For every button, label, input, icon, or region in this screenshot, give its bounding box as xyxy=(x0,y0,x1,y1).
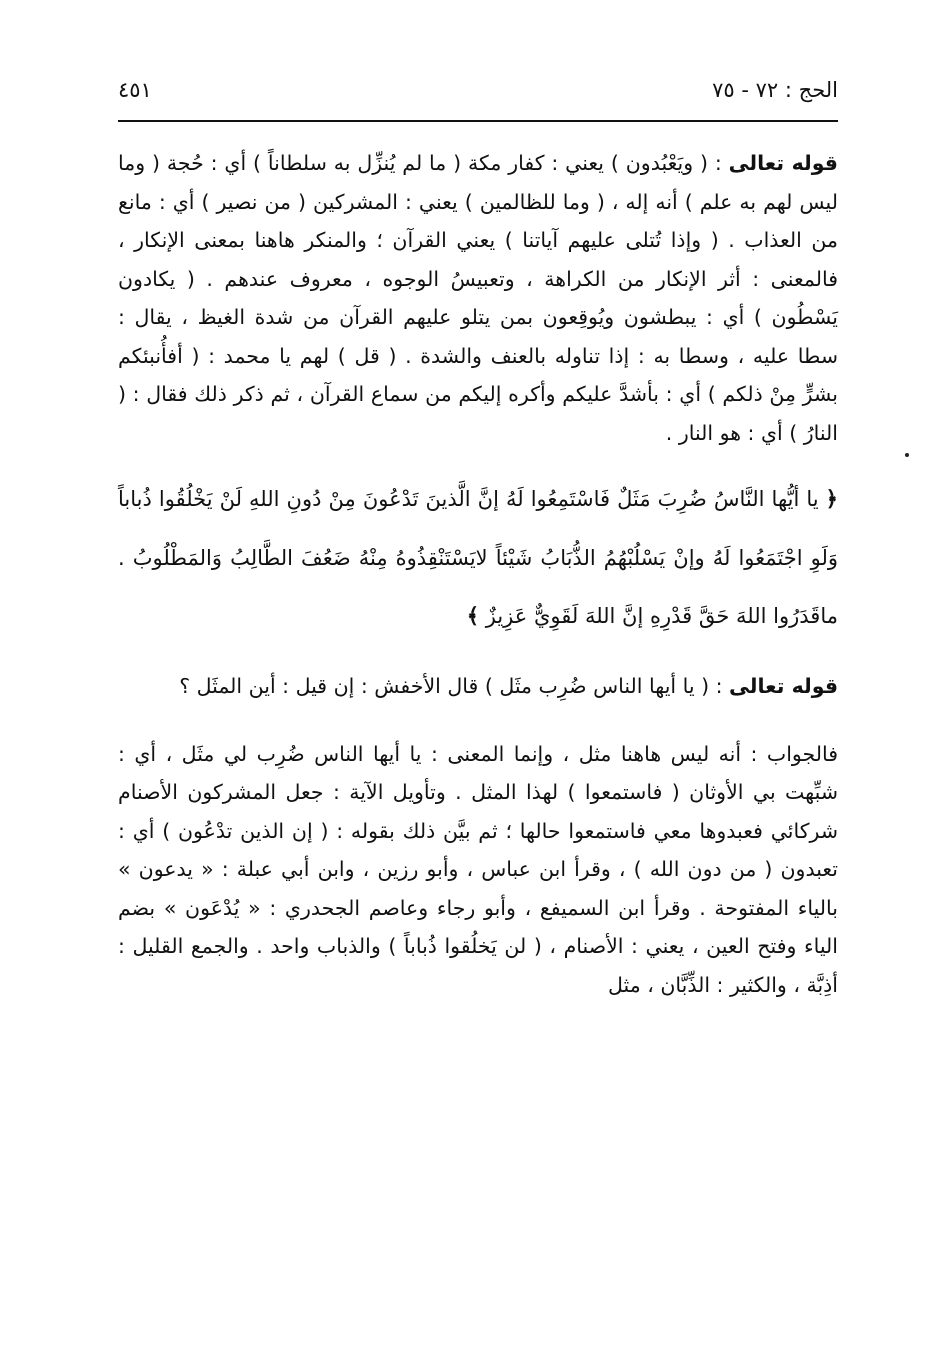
commentary-paragraph-3 xyxy=(118,735,838,1005)
paragraph-text: فالجواب : أنه ليس هاهنا مثل ، وإنما المعنى : يا أيها الناس ضُرِب لي مثَل ، أي : شبِّهت بي الأوثان ( فاستمعوا ) لهذا المثل . وتأويل الآية : جعل المشركون الأصنام شركائي فعبدوها معي فاستمعوا حالها ؛ ثم بيَّن ذلك بقوله : ( إن الذين تدْعُون ) أي : تعبدون ( من دون الله ) ، وقرأ ابن عباس ، وأبو رزين ، وابن أبي عبلة : « يدعون » بالياء المفتوحة . وقرأ ابن السميفع ، وأبو رجاء وعاصم الجحدري : « يُدْعَون » بضم الياء وفتح العين ، يعني : الأصنام ، ( لن يَخلُقوا ذُباباً ) والذباب واحد . والجمع القليل : أذِبَّة ، والكثير : الذِّبَّان ، مثل xyxy=(118,741,838,997)
paragraph-text: : ( ويَعْبُدون ) يعني : كفار مكة ( ما لم يُنزِّل به سلطاناً ) أي : حُجة ( وما ليس لهم به علم ) أنه إله ، ( وما للظالمين ) يعني : المشركين ( من نصير ) أي : مانع من العذاب . ( وإذا تُتلى عليهم آياتنا ) يعني القرآن ؛ والمنكر هاهنا بمعنى الإنكار ، فالمعنى : أثر الإنكار من الكراهة ، وتعبيسُ الوجوه ، معروف عندهم . ( يكادون يَسْطُون ) أي : يبطشون ويُوقِعون بمن يتلو عليهم القرآن من شدة الغيظ ، يقال : سطا عليه ، وسطا به : إذا تناوله بالعنف والشدة . ( قل ) لهم يا محمد : ( أفأُنبئكم بشرٍّ مِنْ ذلكم ) أي : بأشدَّ عليكم وأكره إليكم من سماع القرآن ، ثم ذكر ذلك فقال : ( النارُ ) أي : هو النار . xyxy=(118,151,838,445)
commentary-paragraph-1 xyxy=(118,144,838,452)
paragraph-text: : ( يا أيها الناس ضُرِب مثَل ) قال الأخفش : إن قيل : أين المثَل ؟ xyxy=(179,673,723,698)
header-rule xyxy=(118,120,838,122)
paragraph-lead: قوله تعالى xyxy=(729,673,838,698)
verse-text: يا أيُّها النَّاسُ ضُرِبَ مَثَلٌ فَاسْتَمِعُوا لَهُ إنَّ الَّذينَ تَدْعُونَ مِنْ دُونِ اللهِ لَنْ يَخْلُقُوا ذُباباً وَلَوِ اجْتَمَعُوا لَهُ وإنْ يَسْلُبْهُمُ الذُّبَابُ شَيْئاً لايَسْتَنْقِذُوهُ مِنْهُ ضَعُفَ الطَّالِبُ وَالمَطْلُوبُ . ماقَدَرُوا اللهَ حَقَّ قَدْرِهِ إنَّ اللهَ لَقَوِيٌّ عَزِيزٌ xyxy=(118,487,838,628)
paragraph-lead: قوله تعالى xyxy=(728,151,838,175)
header-title: الحج : ٧٢ - ٧٥ xyxy=(712,78,838,102)
quran-verse xyxy=(118,470,838,646)
verse-open-bracket: ﴿ xyxy=(825,487,838,511)
page-number: ٤٥١ xyxy=(118,78,152,102)
running-header xyxy=(118,78,838,118)
scan-speck xyxy=(905,453,909,457)
book-page xyxy=(118,78,838,1004)
verse-close-bracket: ﴾ xyxy=(466,604,480,628)
commentary-paragraph-2 xyxy=(118,666,838,707)
